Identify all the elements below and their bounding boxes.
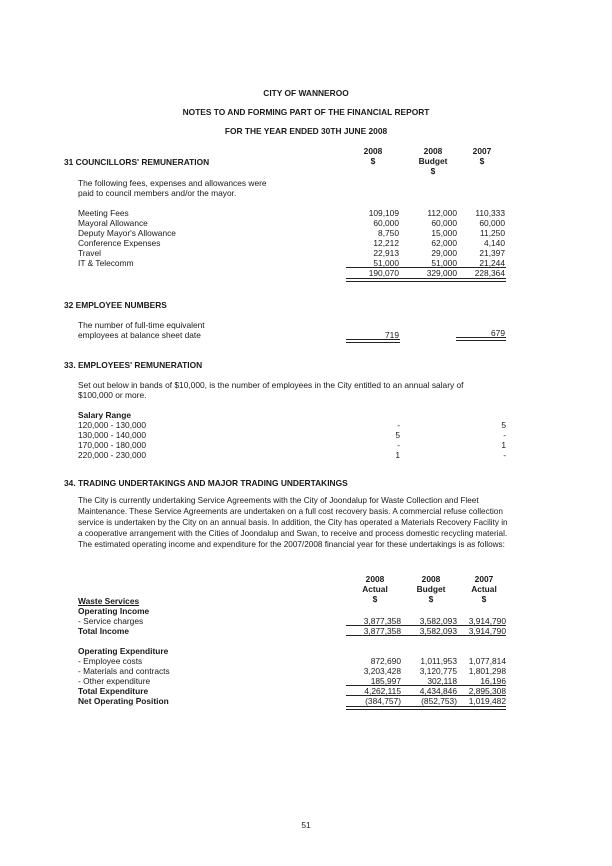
total-double-rule — [346, 278, 506, 282]
operating-income-heading: Operating Income — [78, 606, 150, 616]
note-34-paragraph-line: Maintenance. These Service Agreements are undertaken on a full cost recovery basis. A commercial refuse collection — [78, 507, 503, 516]
salary-range-heading: Salary Range — [78, 410, 132, 420]
note-32-text-line: The number of full-time equivalent — [78, 320, 205, 330]
col-2008-budget-header: 2008 Budget $ — [416, 574, 446, 604]
fte-2007-value: 679 — [491, 328, 505, 338]
cell-2007: 60,000 — [479, 218, 505, 228]
note-34-heading: 34. TRADING UNDERTAKINGS AND MAJOR TRADING UNDERTAKINGS — [64, 478, 348, 488]
col-2008-header: 2008 $ — [363, 146, 383, 166]
salary-band-2008: 5 — [395, 430, 400, 440]
fte-2008-value: 719 — [385, 330, 399, 340]
cell-prior: 3,914,790 — [468, 626, 506, 636]
note-34-paragraph-line: The estimated operating income and expenditure for the 2007/2008 financial year for these undertakings is as follows: — [78, 540, 505, 549]
cell-budget: 3,582,093 — [419, 616, 457, 626]
note-33-text-line: $100,000 or more. — [78, 390, 147, 400]
report-period: FOR THE YEAR ENDED 30TH JUNE 2008 — [224, 126, 388, 136]
cell-actual: 3,877,358 — [363, 626, 401, 636]
cell-2008: 60,000 — [373, 218, 399, 228]
note-33-text-line: Set out below in bands of $10,000, is the number of employees in the City entitled to an annual salary of — [78, 380, 464, 390]
cell-actual: 185,997 — [370, 676, 401, 686]
cell-budget: 1,011,953 — [420, 656, 457, 666]
cell-budget: 302,118 — [427, 676, 457, 686]
salary-band-2007: 1 — [501, 440, 506, 450]
cell-2008: 22,913 — [373, 248, 399, 258]
table-row-label: Meeting Fees — [78, 208, 129, 218]
cell-prior: 16,196 — [480, 676, 506, 686]
operating-expenditure-heading: Operating Expenditure — [78, 646, 169, 656]
cell-budget: 29,000 — [431, 248, 457, 258]
salary-band: 120,000 - 130,000 — [78, 420, 146, 430]
table-row-label: - Other expenditure — [78, 676, 151, 686]
note-31-heading: 31 COUNCILLORS' REMUNERATION — [64, 157, 210, 167]
cell-prior: 1,019,482 — [468, 696, 506, 706]
cell-2008: 12,212 — [373, 238, 399, 248]
report-subtitle: NOTES TO AND FORMING PART OF THE FINANCIAL REPORT — [182, 107, 430, 117]
total-2007: 228,364 — [474, 268, 505, 278]
col-2007-actual-header: 2007 Actual $ — [471, 574, 497, 604]
salary-band: 170,000 - 180,000 — [78, 440, 146, 450]
cell-prior: 2,895,308 — [468, 686, 506, 696]
cell-actual: 3,877,358 — [363, 616, 401, 626]
total-income-label: Total Income — [78, 626, 130, 636]
salary-band-2008: - — [397, 440, 400, 450]
salary-band: 220,000 - 230,000 — [78, 450, 146, 460]
cell-2007: 21,244 — [479, 258, 505, 268]
fte-2008-double-rule — [346, 339, 400, 343]
cell-2008: 8,750 — [378, 228, 399, 238]
table-row-label: IT & Telecomm — [78, 258, 134, 268]
table-row-label: Mayoral Allowance — [78, 218, 148, 228]
cell-prior: 1,077,814 — [468, 656, 506, 666]
report-org-title: CITY OF WANNEROO — [263, 88, 349, 98]
cell-actual: 872,690 — [370, 656, 401, 666]
table-row-label: - Service charges — [78, 616, 144, 626]
net-operating-position-label: Net Operating Position — [78, 696, 169, 706]
note-31-intro-line: paid to council members and/or the mayor. — [78, 188, 237, 198]
col-budget-header: 2008 Budget $ — [418, 146, 448, 176]
note-34-paragraph-line: service is undertaken by the City on an annual basis. In addition, the City has operated a Materials Recovery Facility in — [78, 518, 508, 527]
cell-2007: 4,140 — [484, 238, 505, 248]
salary-band: 130,000 - 140,000 — [78, 430, 146, 440]
cell-2007: 21,397 — [479, 248, 505, 258]
salary-band-2008: - — [397, 420, 400, 430]
note-33-heading: 33. EMPLOYEES' REMUNERATION — [64, 360, 203, 370]
cell-budget: 15,000 — [431, 228, 457, 238]
cell-prior: 1,801,298 — [468, 666, 506, 676]
cell-budget: (852,753) — [421, 696, 457, 706]
table-row-label: - Employee costs — [78, 656, 143, 666]
col-2007-header: 2007 $ — [472, 146, 492, 166]
cell-2008: 109,109 — [368, 208, 399, 218]
note-32-heading: 32 EMPLOYEE NUMBERS — [64, 300, 167, 310]
cell-prior: 3,914,790 — [468, 616, 506, 626]
note-32-text-line: employees at balance sheet date — [78, 330, 201, 340]
waste-services-title: Waste Services — [78, 596, 140, 606]
cell-budget: 112,000 — [427, 208, 457, 218]
salary-band-2007: - — [503, 430, 506, 440]
cell-budget: 3,120,775 — [419, 666, 457, 676]
total-double-rule — [346, 706, 506, 710]
total-expenditure-label: Total Expenditure — [78, 686, 149, 696]
fte-2007-double-rule — [456, 337, 506, 341]
cell-budget: 60,000 — [431, 218, 457, 228]
page-number: 51 — [301, 820, 311, 830]
note-34-paragraph-line: The City is currently undertaking Service Agreements with the City of Joondalup for Waste Collection and Fleet — [78, 496, 479, 505]
salary-band-2008: 1 — [395, 450, 400, 460]
salary-band-2007: - — [503, 450, 506, 460]
cell-budget: 51,000 — [431, 258, 457, 268]
table-row-label: - Materials and contracts — [78, 666, 170, 676]
cell-actual: (384,757) — [365, 696, 401, 706]
col-2008-actual-header: 2008 Actual $ — [362, 574, 388, 604]
cell-actual: 3,203,428 — [363, 666, 401, 676]
cell-2007: 110,333 — [475, 208, 505, 218]
table-row-label: Conference Expenses — [78, 238, 161, 248]
note-31-intro-line: The following fees, expenses and allowances were — [78, 178, 267, 188]
note-34-paragraph-line: a cooperative arrangement with the Cities of Joondalup and Swan, to receive and process domestic recycling material. — [78, 529, 508, 538]
total-budget: 329,000 — [426, 268, 457, 278]
cell-2007: 11,250 — [480, 228, 505, 238]
table-row-label: Deputy Mayor's Allowance — [78, 228, 176, 238]
subtotal-rule — [346, 635, 506, 636]
cell-budget: 62,000 — [431, 238, 457, 248]
cell-budget: 4,434,846 — [419, 686, 457, 696]
cell-budget: 3,582,093 — [419, 626, 457, 636]
salary-band-2007: 5 — [501, 420, 506, 430]
cell-actual: 4,262,115 — [364, 686, 401, 696]
cell-2008: 51,000 — [373, 258, 399, 268]
total-2008: 190,070 — [368, 268, 399, 278]
table-row-label: Travel — [78, 248, 101, 258]
